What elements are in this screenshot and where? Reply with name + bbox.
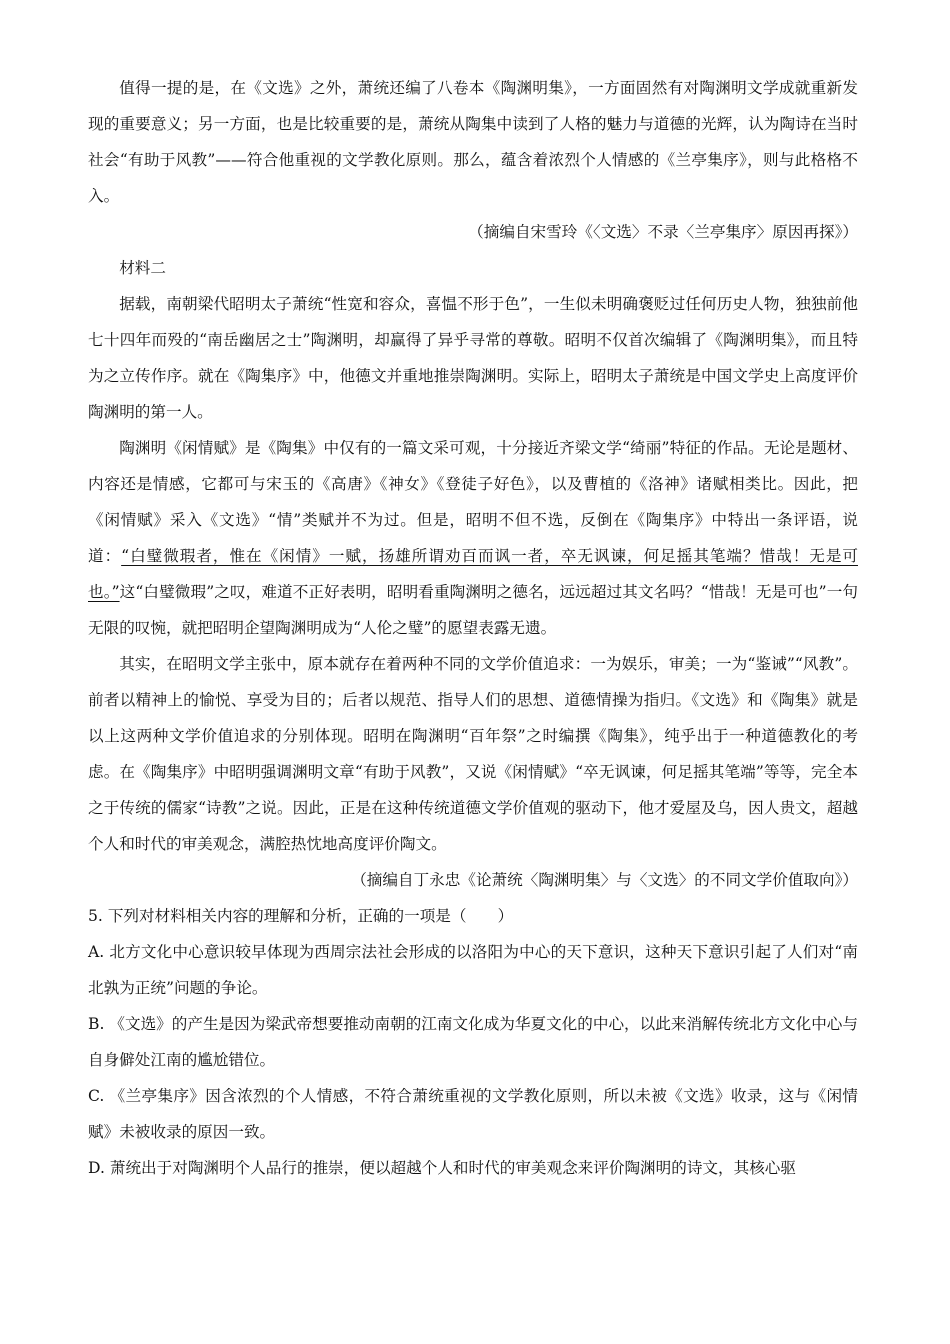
option-d: D. 萧统出于对陶渊明个人品行的推崇，便以超越个人和时代的审美观念来评价陶渊明的诗文，其核心驱 xyxy=(88,1159,796,1177)
paragraph-2-rest: 这“白璧微瑕”之叹，难道不正好表明，昭明看重陶渊明之德名，远远超过其文名吗？“惜哉！无是可也”一句无限的叹惋，就把昭明企望陶渊明成为“人伦之璧”的愿望表露无遗。 xyxy=(88,583,858,637)
underlined-quote: “白璧微瑕者，惟在《闲情》一赋，扬雄所谓劝百而讽一者，卒无讽谏，何足摇其笔端？惜哉！无是可也。” xyxy=(88,547,858,601)
material2-paragraph-2 xyxy=(88,430,858,646)
material2-paragraph-1: 据载，南朝梁代昭明太子萧统“性宽和容众，喜愠不形于色”，一生似未明确褒贬过任何历史人物，独独前他七十四年而殁的“南岳幽居之士”陶渊明，却赢得了异乎寻常的尊敬。昭明不仅首次编辑了《陶渊明集》，而且特为之立传作序。就在《陶集序》中，他德文并重地推崇陶渊明。实际上，昭明太子萧统是中国文学史上高度评价陶渊明的第一人。 xyxy=(88,295,858,421)
material1-tail-paragraph: 值得一提的是，在《文选》之外，萧统还编了八卷本《陶渊明集》，一方面固然有对陶渊明文学成就重新发现的重要意义；另一方面，也是比较重要的是，萧统从陶集中读到了人格的魅力与道德的光辉，认为陶诗在当时社会“有助于风教”——符合他重视的文学教化原则。那么，蕴含着浓烈个人情感的《兰亭集序》，则与此格格不入。 xyxy=(88,79,858,205)
option-c: C. 《兰亭集序》因含浓烈的个人情感，不符合萧统重视的文学教化原则，所以未被《文选》收录，这与《闲情赋》未被收录的原因一致。 xyxy=(88,1087,858,1141)
material2-heading: 材料二 xyxy=(119,259,166,277)
option-a: A. 北方文化中心意识较早体现为西周宗法社会形成的以洛阳为中心的天下意识，这种天下意识引起了人们对“南北孰为正统”问题的争论。 xyxy=(88,943,858,997)
source-citation-2: （摘编自丁永忠《论萧统〈陶渊明集〉与〈文选〉的不同文学价值取向》） xyxy=(351,871,858,889)
paragraph-2-intro: 陶渊明《闲情赋》是《陶集》中仅有的一篇文采可观，十分接近齐梁文学“绮丽”特征的作品。无论是题材、内容还是情感，它都可与宋玉的《高唐》《神女》《登徒子好色》，以及曹植的《洛神》诸赋相类比。因此，把《闲情赋》采入《文选》“情”类赋并不为过。但是，昭明不但不选，反倒在《陶集序》中特出一条评语，说道： xyxy=(88,439,858,565)
source-citation-1: （摘编自宋雪玲《〈文选〉不录〈兰亭集序〉原因再探》） xyxy=(468,223,858,241)
material2-paragraph-3: 其实，在昭明文学主张中，原本就存在着两种不同的文学价值追求：一为娱乐，审美；一为“鉴诫”“风教”。前者以精神上的愉悦、享受为目的；后者以规范、指导人们的思想、道德情操为指归。《文选》和《陶集》就是以上这两种文学价值追求的分别体现。昭明在陶渊明“百年祭”之时编撰《陶集》，纯乎出于一种道德教化的考虑。在《陶集序》中昭明强调渊明文章“有助于风教”，又说《闲情赋》“卒无讽谏，何足摇其笔端”等等，完全本之于传统的儒家“诗教”之说。因此，正是在这种传统道德文学价值观的驱动下，他才爱屋及乌，因人贵文，超越个人和时代的审美观念，满腔热忱地高度评价陶文。 xyxy=(88,655,858,853)
option-b: B. 《文选》的产生是因为梁武帝想要推动南朝的江南文化成为华夏文化的中心，以此来消解传统北方文化中心与自身僻处江南的尴尬错位。 xyxy=(88,1015,858,1069)
question-5-stem: 5. 下列对材料相关内容的理解和分析，正确的一项是（ ） xyxy=(88,907,514,925)
